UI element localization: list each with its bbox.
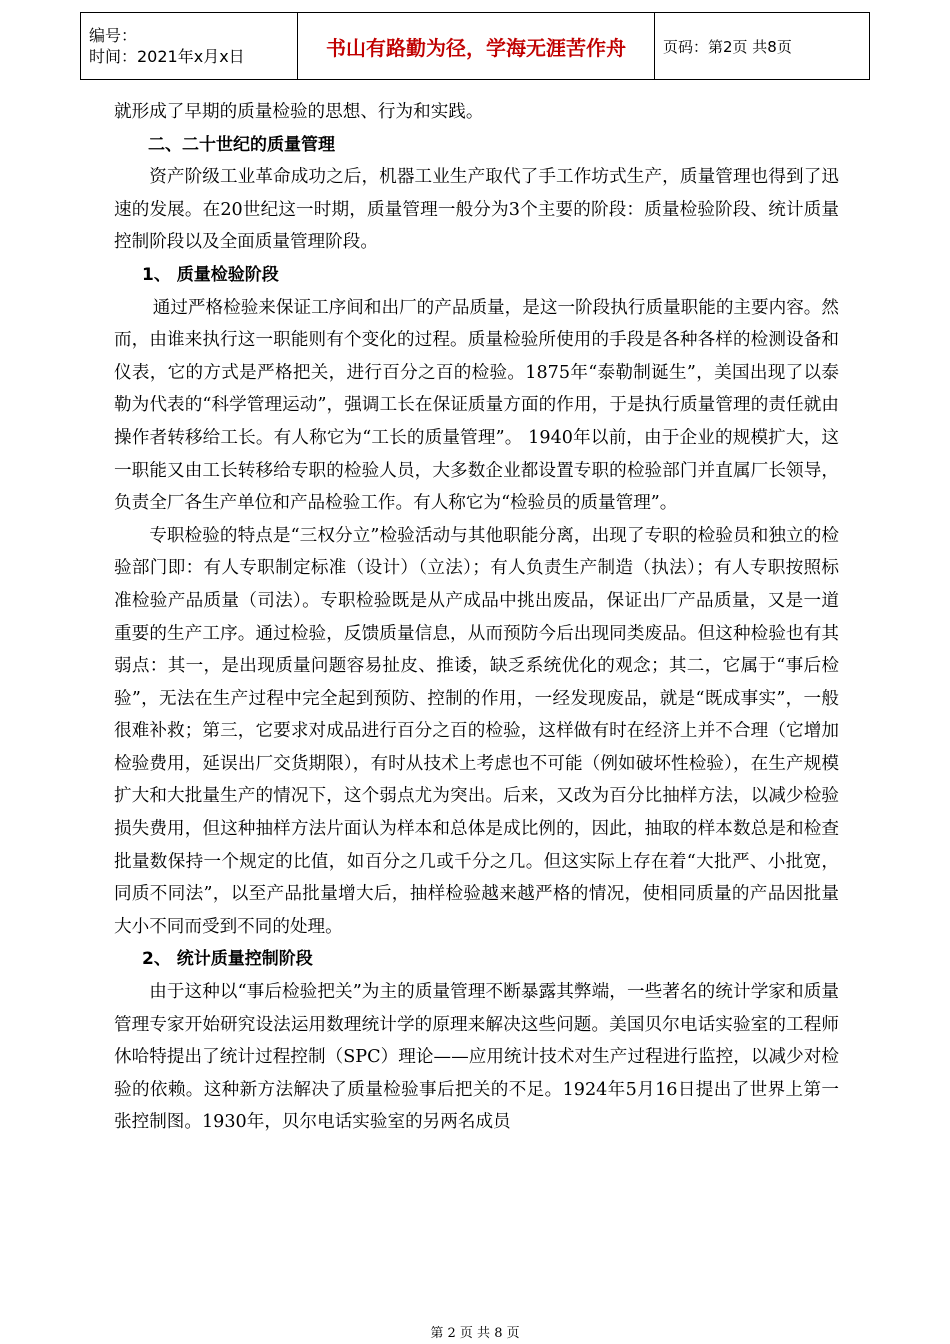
- subsection-heading-statistical-control: 2、 统计质量控制阶段: [142, 949, 313, 970]
- time-label: 时间：2021年x月x日: [89, 47, 245, 66]
- paragraph-continuation: 就形成了早期的质量检验的思想、行为和实践。: [114, 102, 484, 122]
- paragraph-statistical-control: 由于这种以“事后检验把关”为主的质量管理不断暴露其弊端，一些著名的统计学家和质量管理专家开始研究设法运用数理统计学的原理来解决这些问题。美国贝尔电话实验室的工程师休哈特提出了统计过程控制（SPC）理论——应用统计技术对生产过程进行监控，以减少对检验的依赖。这种新方法解决了质量检验事后把关的不足。1924年5月16日提出了世界上第一张控制图。1930年，贝尔电话实验室的另两名成员: [114, 982, 839, 1133]
- paragraph-inspection-stage: 通过严格检验来保证工序间和出厂的产品质量，是这一阶段执行质量职能的主要内容。然而，由谁来执行这一职能则有个变化的过程。质量检验所使用的手段是各种各样的检测设备和仪表，它的方式是严格把关，进行百分之百的检验。1875年“泰勒制诞生”，美国出现了以泰勒为代表的“科学管理运动”，强调工长在保证质量方面的作用，于是执行质量管理的责任就由操作者转移给工长。有人称它为“工长的质量管理”。 1940年以前，由于企业的规模扩大，这一职能又由工长转移给专职的检验人员，大多数企业都设置专职的检验部门并直属厂长领导，负责全厂各生产单位和产品检验工作。有人称它为“检验员的质量管理”。: [114, 297, 839, 514]
- header-motto: 书山有路勤为径，学海无涯苦作舟: [298, 13, 655, 80]
- header-meta: [81, 13, 298, 80]
- section-heading-20th-century: 二、二十世纪的质量管理: [148, 134, 335, 155]
- number-label: 编号：: [89, 26, 138, 45]
- paragraph-intro: 资产阶级工业革命成功之后，机器工业生产取代了手工作坊式生产，质量管理也得到了迅速的发展。在20世纪这一时期，质量管理一般分为3个主要的阶段：质量检验阶段、统计质量控制阶段以及全面质量管理阶段。: [114, 167, 839, 253]
- document-body: [114, 96, 839, 1139]
- header-page-info: 页码：第2页 共8页: [655, 13, 870, 80]
- document-header: [80, 12, 870, 80]
- paragraph-dedicated-inspection: 专职检验的特点是“三权分立”检验活动与其他职能分离，出现了专职的检验员和独立的检验部门即：有人专职制定标准（设计）（立法）；有人负责生产制造（执法）；有人专职按照标准检验产品质量（司法）。专职检验既是从产成品中挑出废品，保证出厂产品质量，又是一道重要的生产工序。通过检验，反馈质量信息，从而预防今后出现同类废品。但这种检验也有其弱点：其一，是出现质量问题容易扯皮、推诿，缺乏系统优化的观念；其二，它属于“事后检验”，无法在生产过程中完全起到预防、控制的作用，一经发现废品，就是“既成事实”，一般很难补救；第三，它要求对成品进行百分之百的检验，这样做有时在经济上并不合理（它增加检验费用，延误出厂交货期限），有时从技术上考虑也不可能（例如破坏性检验），在生产规模扩大和大批量生产的情况下，这个弱点尤为突出。后来，又改为百分比抽样方法，以减少检验损失费用，但这种抽样方法片面认为样本和总体是成比例的，因此，抽取的样本数总是和检查批量数保持一个规定的比值，如百分之几或千分之几。但这实际上存在着“大批严、小批宽，同质不同法”，以至产品批量增大后，抽样检验越来越严格的情况，使相同质量的产品因批量大小不同而受到不同的处理。: [114, 525, 839, 937]
- subsection-heading-inspection: 1、 质量检验阶段: [142, 264, 279, 285]
- page-footer: 第 2 页 共 8 页: [430, 1326, 520, 1341]
